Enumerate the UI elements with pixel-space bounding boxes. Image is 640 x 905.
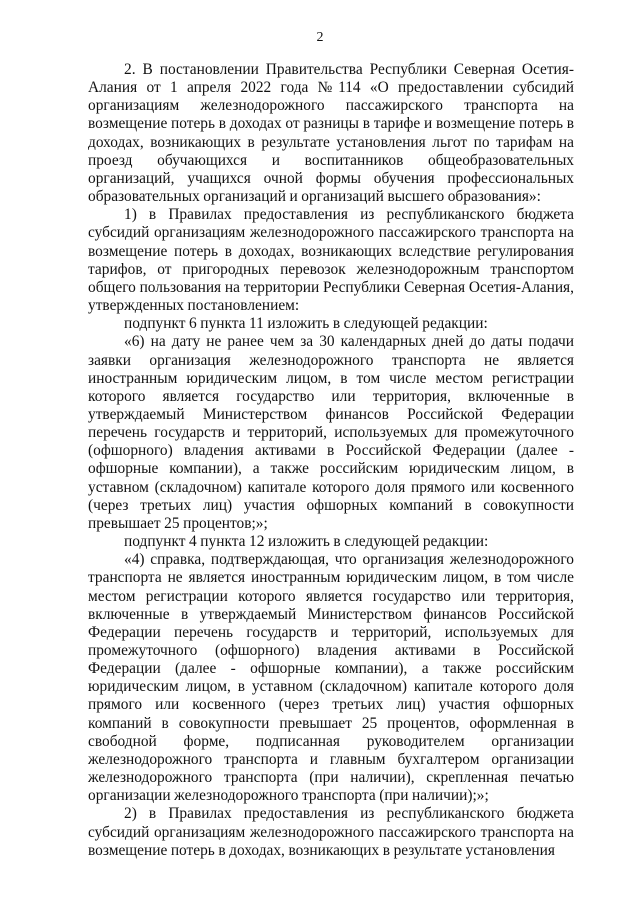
paragraph-subpoint-4-instruction: подпункт 4 пункта 12 изложить в следующей редакции:: [124, 533, 489, 551]
paragraph-subpoint-6-text: «6) на дату не ранее чем за 30 календарных дней до даты подачи заявки организация железнодорожного транспорта не является иностранным юридическим лицом, в том числе местом регистрации которого является государство или территория, включенные в утверждаемый Министерством финансов Российской Федерации перечень государств и территорий, используемых для промежуточного (офшорного) владения активами в Российской Федерации (далее - офшорные компании), а также российским юридическим лицом, в уставном (складочном) капитале которого доля прямого или косвенного (через третьих лиц) участия офшорных компаний в совокупности превышает 25 процентов;»;: [88, 333, 574, 532]
paragraph-subpoint-6-instruction: подпункт 6 пункта 11 изложить в следующей редакции:: [124, 315, 488, 333]
page-number: 2: [316, 30, 324, 45]
paragraph-subpoint-4-text: «4) справка, подтверждающая, что организация железнодорожного транспорта не является иностранным юридическим лицом, в том числе местом регистрации которого является государство или территория, включенные в утверждаемый Министерством финансов Российской Федерации перечень государств и территорий, используемых для промежуточного (офшорного) владения активами в Российской Федерации (далее - офшорные компании), а также российским юридическим лицом, в уставном (складочном) капитале которого доля прямого или косвенного (через третьих лиц) участия офшорных компаний в совокупности превышает 25 процентов, оформленная в свободной форме, подписанная руководителем организации железнодорожного транспорта и главным бухгалтером организации железнодорожного транспорта (при наличии), скрепленная печатью организации железнодорожного транспорта (при наличии);»;: [88, 551, 574, 805]
paragraph-subitem-1: 1) в Правилах предоставления из республиканского бюджета субсидий организациям железнодорожного пассажирского транспорта на возмещение потерь в доходах, возникающих вследствие регулирования тарифов, от пригородных перевозок железнодорожным транспортом общего пользования на территории Республики Северная Осетия-Алания, утвержденных постановлением:: [88, 206, 574, 315]
document-body: [88, 61, 574, 860]
paragraph-subitem-2: 2) в Правилах предоставления из республиканского бюджета субсидий организациям железнодорожного пассажирского транспорта на возмещение потерь в доходах, возникающих в результате установления: [88, 805, 574, 859]
paragraph-item-2-intro: 2. В постановлении Правительства Республики Северная Осетия-Алания от 1 апреля 2022 года №114 «О предоставлении субсидий организациям железнодорожного пассажирского транспорта на возмещение потерь в доходах от разницы в тарифе и возмещение потерь в доходах, возникающих в результате установления льгот по тарифам на проезд обучающихся и воспитанников общеобразовательных организаций, учащихся очной формы обучения профессиональных образовательных организаций и организаций высшего образования»:: [88, 61, 574, 206]
